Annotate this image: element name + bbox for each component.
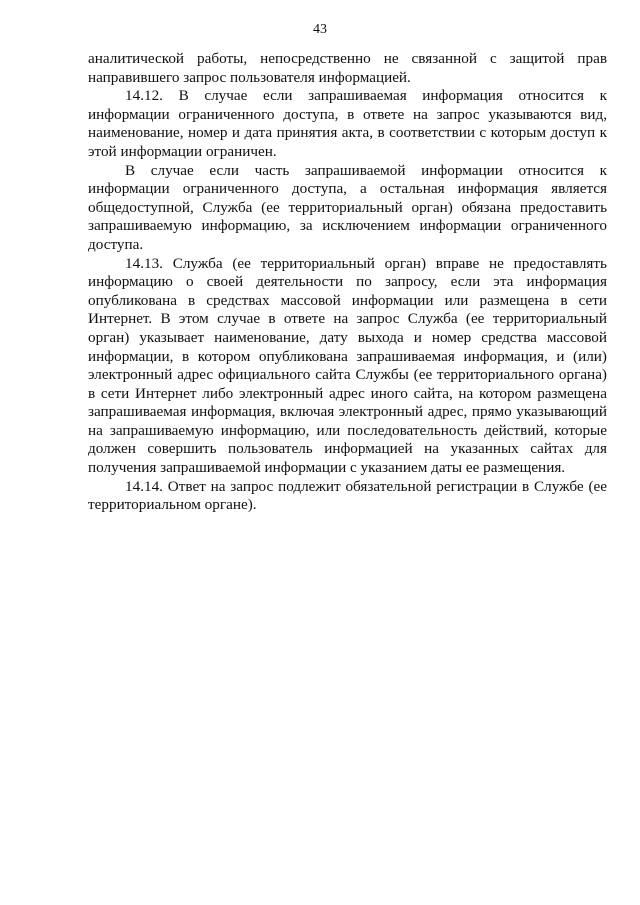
paragraph-14-13: 14.13. Служба (ее территориальный орган) вправе не предоставлять информацию о своей деятельности по запросу, если эта информация опубликована в средствах массовой информации или размещена в сети Интернет. В этом случае в ответе на запрос Служба (ее территориальный орган) указывает наименование, дату выхода и номер средства массовой информации, в котором опубликована запрашиваемая информация, и (или) электронный адрес официального сайта Службы (ее территориального органа) в сети Интернет либо электронный адрес иного сайта, на котором размещена запрашиваемая информация, включая электронный адрес, прямо указывающий на запрашиваемую информацию, или последовательность действий, которые должен совершить пользователь информацией на указанных сайтах для получения запрашиваемой информации с указанием даты ее размещения. — [88, 254, 607, 477]
paragraph-14-14: 14.14. Ответ на запрос подлежит обязательной регистрации в Службе (ее территориальном органе). — [88, 477, 607, 514]
paragraph-14-12: 14.12. В случае если запрашиваемая информация относится к информации ограниченного доступа, в ответе на запрос указываются вид, наименование, номер и дата принятия акта, в соответствии с которым доступ к этой информации ограничен. — [88, 87, 607, 160]
document-body — [88, 50, 607, 515]
paragraph-continuation: аналитической работы, непосредственно не связанной с защитой прав направившего запрос пользователя информацией. — [88, 50, 607, 86]
paragraph-partial-restriction: В случае если часть запрашиваемой информации относится к информации ограниченного доступа, а остальная информация является общедоступной, Служба (ее территориальный орган) обязана предоставить запрашиваемую информацию, за исключением информации ограниченного доступа. — [88, 161, 607, 253]
page-number: 43 — [313, 22, 327, 37]
